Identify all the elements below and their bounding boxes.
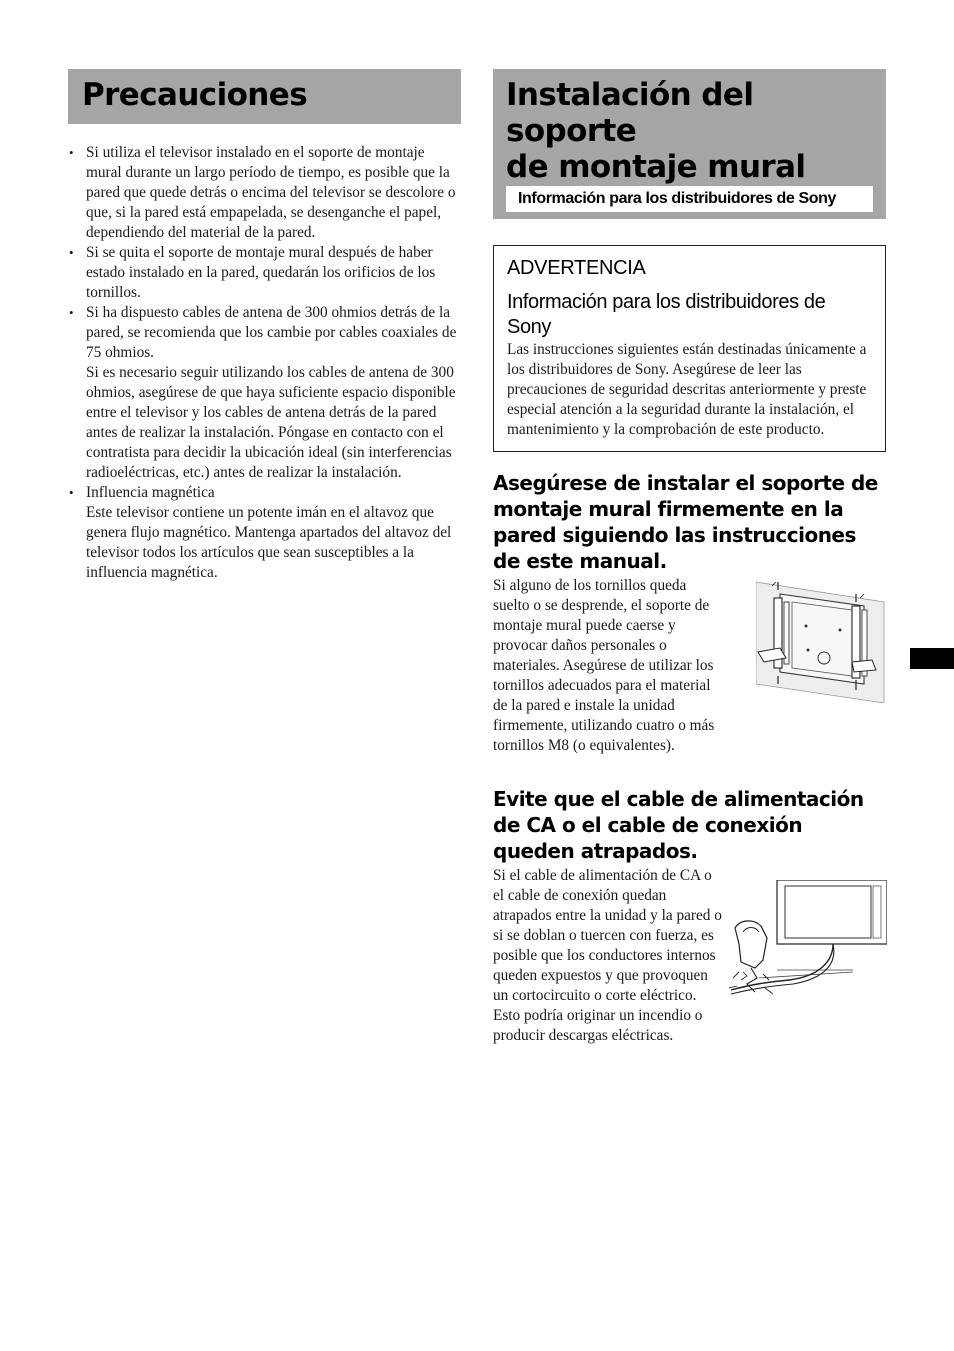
precautions-title-bar	[68, 69, 461, 124]
installation-title	[506, 77, 873, 185]
list-item	[68, 303, 461, 483]
installation-title-line1: Instalación del soporte	[506, 77, 754, 149]
warning-heading: Información para los distribuidores de Sony	[507, 291, 826, 338]
precautions-title: Precauciones	[82, 77, 308, 113]
bullet-text: • Si utiliza el televisor instalado en el soporte de montaje mural durante un largo período de tiempo, es posible que la pared que quede detrás o encima del televisor se descolore o que, si la pared está empapelada, se desenganche el papel, dependiendo del material de la pared.	[86, 144, 456, 241]
section-text: Si el cable de alimentación de CA o el cable de conexión quedan atrapados entre la unidad y la pared o si se doblan o tuercen con fuerza, es posible que los conductores internos queden expuestos y que provoquen un cortocircuito o corte eléctrico. Esto podría originar un incendio o producir descargas eléctricas.	[493, 867, 722, 1044]
list-item	[68, 143, 461, 243]
warning-text: Las instrucciones siguientes están destinadas únicamente a los distribuidores de Sony. Asegúrese de leer las precauciones de seguridad descritas anteriormente y preste especial atención a la seguridad durante la instalación, el mantenimiento y la comprobación de este producto.	[507, 341, 867, 438]
section-text: Si alguno de los tornillos queda suelto o se desprende, el soporte de montaje mural puede caerse y provocar daños personales o materiales. Asegúrese de utilizar los tornillos adecuados para el material de la pared e instale la unidad firmemente, utilizando cuatro o más tornillos M8 (o equivalentes).	[493, 577, 715, 754]
section-heading: Evite que el cable de alimentación de CA o el cable de conexión queden atrapados.	[493, 787, 864, 863]
section-heading: Asegúrese de instalar el soporte de montaje mural firmemente en la pared siguiendo las instrucciones de este manual.	[493, 471, 878, 573]
trapped-cable-illustration	[729, 880, 887, 1006]
bullet-extra-text: Si es necesario seguir utilizando los cables de antena de 300 ohmios, asegúrese de que haya suficiente espacio disponible entre el televisor y los cables de antena detrás de la pared antes de realizar la instalación. Póngase en contacto con el contratista para decidir la ubicación ideal (sin interferencias radioeléctricas, etc.) antes de realizar la instalación.	[86, 364, 456, 481]
precautions-column	[68, 69, 461, 583]
precautions-list	[68, 143, 461, 583]
warning-label: ADVERTENCIA	[507, 257, 646, 279]
warning-box	[493, 245, 886, 452]
bullet-text: • Si se quita el soporte de montaje mural después de haber estado instalado en la pared, quedarán los orificios de los tornillos.	[86, 244, 436, 301]
installation-title-line2: de montaje mural	[506, 149, 806, 185]
section-body	[493, 576, 886, 756]
bullet-text: • Si ha dispuesto cables de antena de 300 ohmios detrás de la pared, se recomienda que los cambie por cables coaxiales de 75 ohmios.	[86, 304, 457, 361]
installation-subtitle: Información para los distribuidores de Sony	[506, 186, 873, 212]
installation-column	[493, 69, 886, 1046]
bullet-extra-text: Este televisor contiene un potente imán en el altavoz que genera flujo magnético. Mantenga apartados del altavoz del televisor todos los artículos que sean susceptibles a la influencia magnética.	[86, 504, 452, 581]
section-side-tab	[910, 648, 954, 669]
section-body	[493, 866, 886, 1046]
section-cable-warning	[493, 786, 886, 1046]
list-item	[68, 243, 461, 303]
list-item	[68, 483, 461, 583]
installation-title-bar	[493, 69, 886, 219]
bullet-text: • Influencia magnética	[86, 484, 215, 501]
wall-bracket-illustration	[756, 580, 886, 703]
section-mount-firmly	[493, 470, 886, 756]
